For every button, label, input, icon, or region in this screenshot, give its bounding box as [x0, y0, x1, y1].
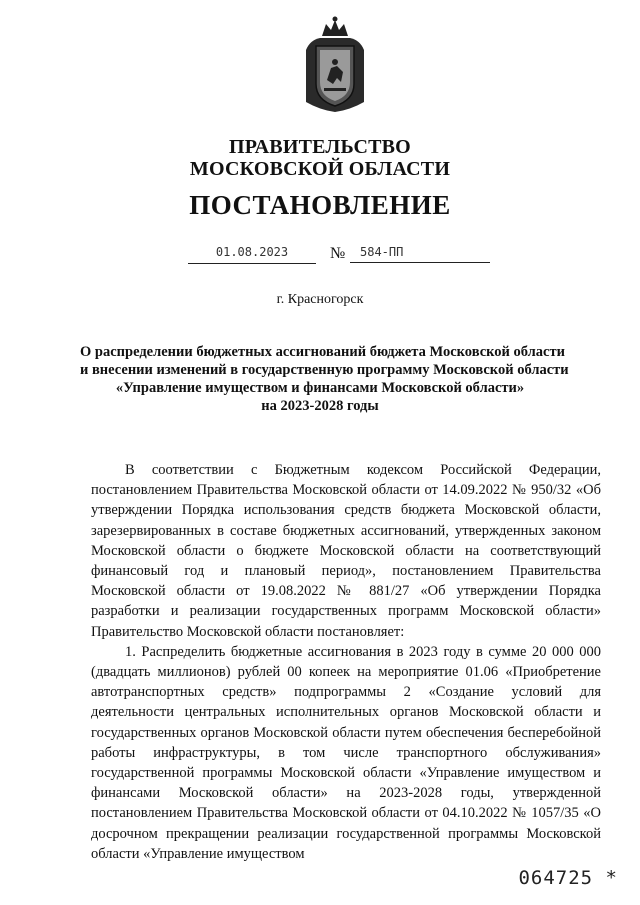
city-label: г. Красногорск: [276, 292, 364, 307]
document-body: [91, 460, 601, 864]
title-line-1: О распределении бюджетных ассигнований бюджета Московской области: [80, 344, 565, 360]
body-paragraph-2: 1. Распределить бюджетные ассигнования в 2023 году в сумме 20 000 000 (двадцать миллионов) рублей 00 копеек на мероприятие 01.06 «Приобретение автотранспортных средств» подпрограммы 2 «Создание условий для деятельности центральных исполнительных органов Московской области и государственных органов Московской области путем обеспечения бесперебойной работы инфраструктуры, в том числе транспортного обслуживания» государственной программы Московской области «Управление имуществом и финансами Московской области» на 2023-2028 годы, утвержденной постановлением Правительства Московской области от 04.10.2022 № 1057/35 «О досрочном прекращении реализации государственной программы Московской области «Управление имуществом: [91, 643, 601, 862]
title-line-2: и внесении изменений в государственную программу Московской области: [80, 362, 569, 378]
body-paragraph-1: В соответствии с Бюджетным кодексом Российской Федерации, постановлением Правительства Московской области от 14.09.2022 № 950/32 «Об утверждении Порядка использования средств бюджета Московской области, зарезервированных в составе бюджетных ассигнований, утвержденных законом Московской области о бюджете Московской области на соответствующий финансовый год и плановый период», постановлением Правительства Московской области от 19.08.2022 № 881/27 «Об утверждении Порядка разработки и реализации государственных программ Московской области» Правительство Московской области постановляет:: [91, 462, 601, 640]
title-line-3: «Управление имуществом и финансами Московской области»: [115, 380, 525, 396]
document-date: 01.08.2023: [188, 245, 316, 264]
document-meta-row: [0, 245, 640, 267]
number-sign: №: [330, 245, 346, 262]
title-line-4: на 2023-2028 годы: [261, 398, 379, 414]
serial-stamp: 064725 *: [518, 867, 618, 889]
coat-of-arms-icon: [300, 14, 370, 114]
document-title: [80, 343, 569, 415]
document-type-heading: ПОСТАНОВЛЕНИЕ: [189, 190, 451, 220]
org-name-line1: ПРАВИТЕЛЬСТВО: [229, 136, 411, 158]
document-number: 584-ПП: [350, 245, 490, 263]
org-name-line2: МОСКОВСКОЙ ОБЛАСТИ: [189, 158, 451, 180]
